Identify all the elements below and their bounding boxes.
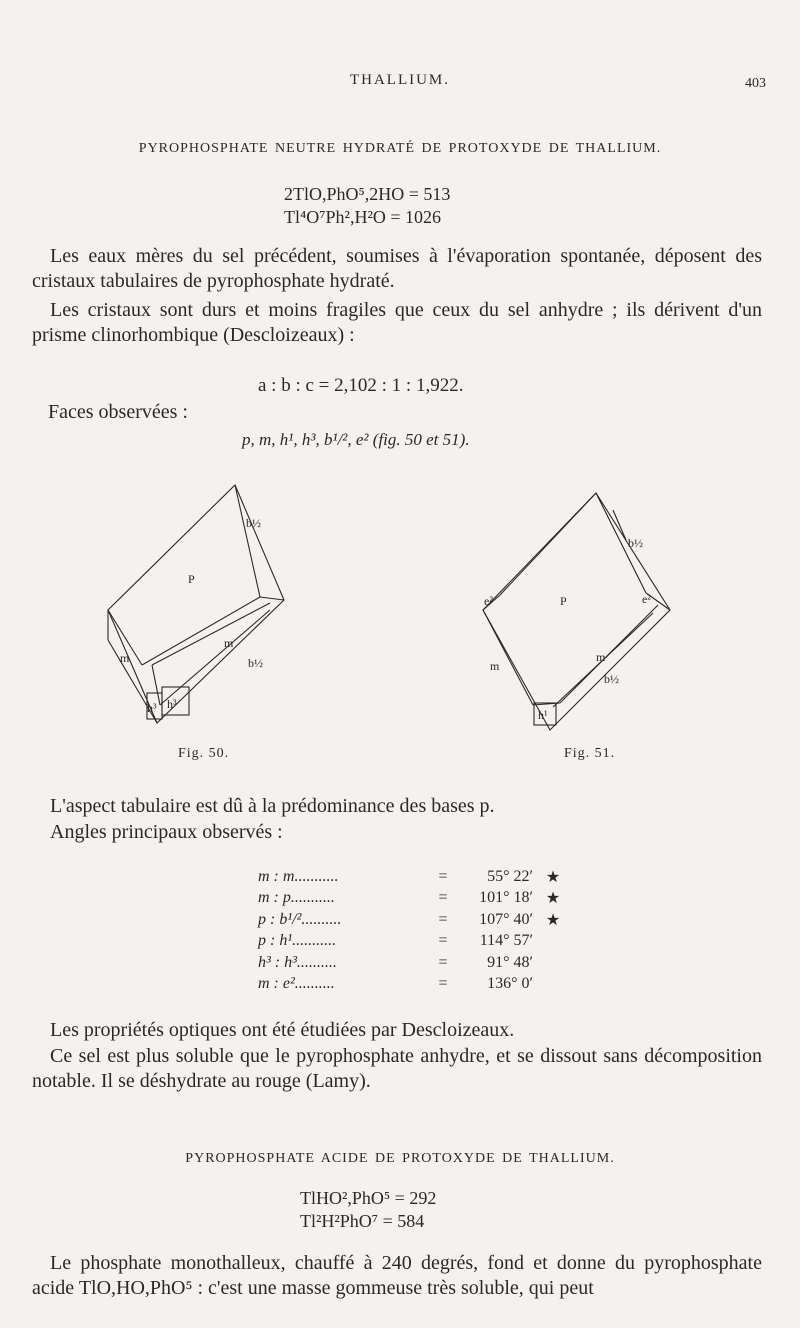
angle-value: 101° 18′ — [479, 889, 533, 907]
figure-caption: Fig. 51. — [564, 746, 616, 761]
equals-sign: = — [438, 867, 448, 885]
equals-sign: = — [438, 910, 448, 928]
star-mark — [533, 931, 573, 953]
angle-pair: m : m........... — [258, 867, 339, 885]
fig-label: b½ — [628, 536, 643, 550]
equals-sign: = — [438, 953, 448, 971]
fig-label: m — [490, 659, 500, 673]
section-title: PYROPHOSPHATE ACIDE DE PROTOXYDE DE THALLIUM. — [185, 1151, 615, 1166]
fig-label: P — [188, 572, 195, 586]
fig-label: m — [120, 651, 130, 665]
fig-label: e² — [484, 594, 493, 608]
fig-label: P — [560, 594, 567, 608]
formula-line: Tl²H²PhO⁷ = 584 — [300, 1211, 425, 1231]
angle-pair: p : b¹/².......... — [258, 910, 342, 928]
section-title: PYROPHOSPHATE NEUTRE HYDRATÉ DE PROTOXYDE DE THALLIUM. — [138, 141, 662, 156]
angle-pair: m : p........... — [258, 889, 335, 907]
table-row — [258, 866, 573, 888]
angle-pair: m : e².......... — [258, 975, 335, 993]
star-mark: ★ — [545, 890, 561, 908]
faces-list: p, m, h¹, h³, b¹/², e² (fig. 50 et 51). — [242, 430, 470, 449]
paragraph: Les cristaux sont durs et moins fragiles que ceux du sel anhydre ; ils dérivent d'un prisme clinorhombique (Descloizeaux) : — [32, 299, 762, 346]
equals-sign: = — [438, 975, 448, 993]
crystal-axis-ratio: a : b : c = 2,102 : 1 : 1,922. — [258, 375, 464, 396]
paragraph: Les propriétés optiques ont été étudiées par Descloizeaux. — [50, 1019, 515, 1041]
paragraph: L'aspect tabulaire est dû à la prédominance des bases p. — [50, 795, 495, 817]
crystal-outline — [483, 493, 670, 730]
paragraph: Ce sel est plus soluble que le pyrophosphate anhydre, et se dissout sans décomposition notable. Il se déshydrate au rouge (Lamy). — [32, 1045, 762, 1092]
star-mark: ★ — [545, 911, 561, 929]
fig-label: m — [596, 650, 606, 664]
angles-table — [258, 866, 573, 995]
formula-line: Tl⁴O⁷Ph²,H²O = 1026 — [284, 207, 441, 227]
formula-line: TlHO²,PhO⁵ = 292 — [300, 1188, 437, 1208]
fig-label: b½ — [246, 516, 261, 530]
table-row — [258, 909, 573, 931]
angle-value: 107° 40′ — [479, 910, 533, 928]
equals-sign: = — [438, 932, 448, 950]
running-header: THALLIUM. — [349, 72, 451, 88]
angle-value: 114° 57′ — [479, 932, 533, 950]
star-mark — [533, 974, 573, 996]
page-number: 403 — [745, 76, 766, 91]
equals-sign: = — [438, 889, 448, 907]
angle-pair: p : h¹........... — [258, 932, 337, 950]
angle-value: 91° 48′ — [487, 953, 533, 971]
table-row — [258, 931, 573, 953]
angle-pair: h³ : h³.......... — [258, 953, 337, 971]
fig-label: m — [224, 636, 234, 650]
fig-label: b½ — [604, 672, 619, 686]
angle-value: 55° 22′ — [487, 867, 533, 885]
paragraph: Les eaux mères du sel précédent, soumises à l'évaporation spontanée, déposent des cristaux tabulaires de pyrophosphate hydraté. — [32, 245, 762, 292]
star-mark: ★ — [545, 868, 561, 886]
fig-label: h¹ — [538, 708, 548, 722]
faces-label: Faces observées : — [48, 401, 188, 423]
paragraph: Angles principaux observés : — [50, 821, 283, 843]
paragraph: Le phosphate monothalleux, chauffé à 240 degrés, fond et donne du pyrophosphate acide TlO,HO,PhO⁵ : c'est une masse gommeuse très soluble, qui peut — [32, 1252, 762, 1299]
star-mark — [533, 952, 573, 974]
crystal-figure-51 — [478, 485, 678, 750]
fig-label: h³ — [167, 697, 177, 711]
table-row — [258, 974, 573, 996]
angle-value: 136° 0′ — [487, 975, 533, 993]
figure-caption: Fig. 50. — [178, 746, 230, 761]
table-row — [258, 888, 573, 910]
formula-line: 2TlO,PhO⁵,2HO = 513 — [284, 184, 451, 204]
crystal-figure-50 — [100, 475, 295, 740]
fig-label: b½ — [248, 656, 263, 670]
fig-label: e² — [642, 592, 651, 606]
fig-label: h³ — [147, 701, 157, 715]
table-row — [258, 952, 573, 974]
